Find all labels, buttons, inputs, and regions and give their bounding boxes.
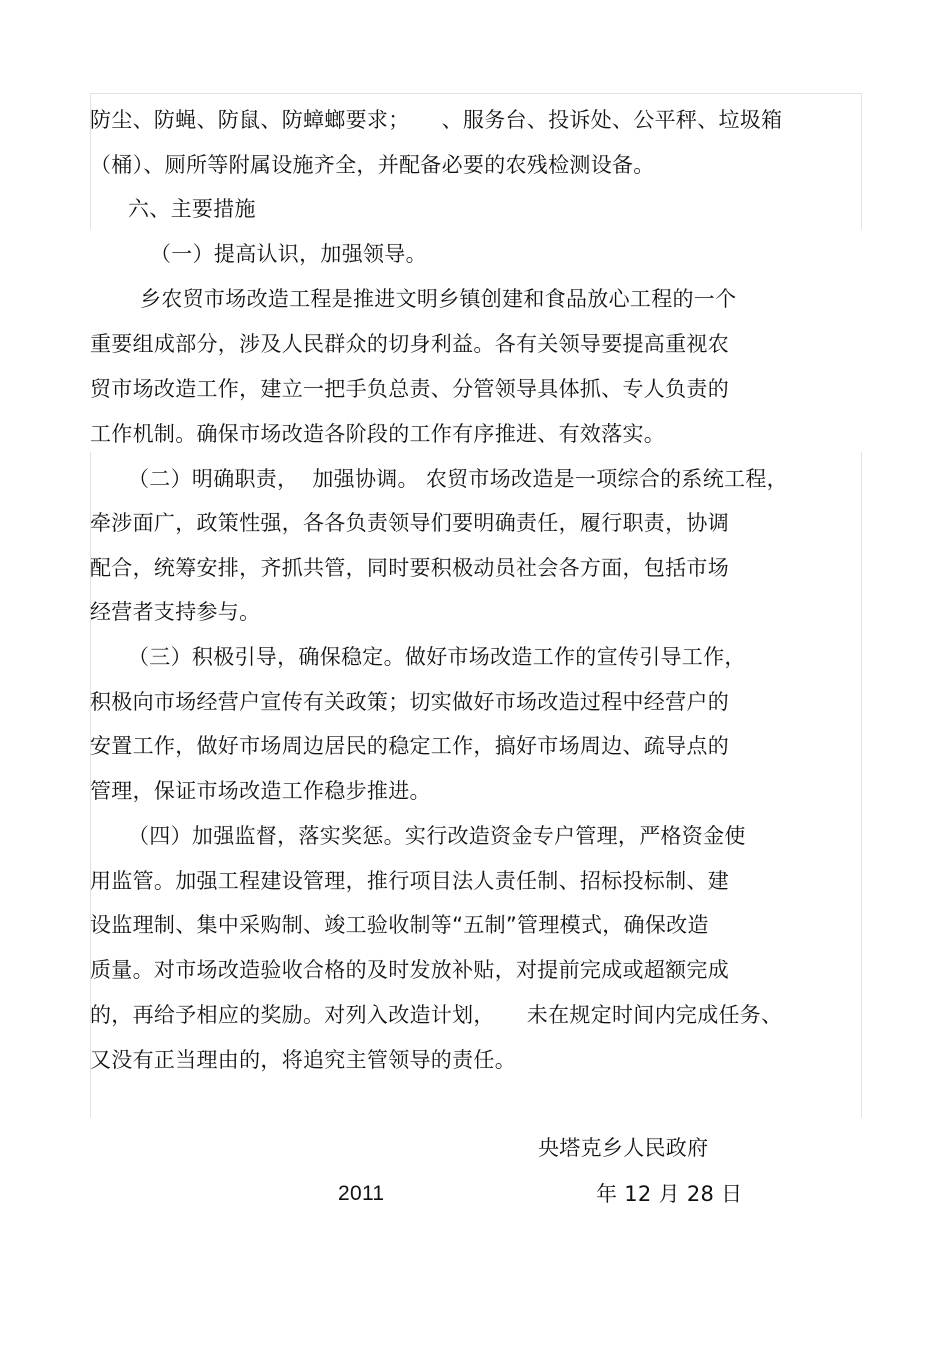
signature-date: 年 12 月 28 日 bbox=[596, 1182, 743, 1206]
text-line: 工作机制。确保市场改造各阶段的工作有序推进、有效落实。 bbox=[90, 422, 666, 446]
text-line: （二）明确职责， 加强协调。 农贸市场改造是一项综合的系统工程， bbox=[128, 467, 788, 491]
text-line: 又没有正当理由的，将追究主管领导的责任。 bbox=[90, 1048, 516, 1072]
text-line: 经营者支持参与。 bbox=[90, 600, 261, 624]
text-line: 管理，保证市场改造工作稳步推进。 bbox=[90, 779, 431, 803]
text-line: （四）加强监督，落实奖惩。实行改造资金专户管理，严格资金使 bbox=[128, 824, 746, 848]
text-line: 防尘、防蝇、防鼠、防蟑螂要求； 、服务台、投诉处、公平秤、垃圾箱 bbox=[90, 108, 783, 132]
text-line: 乡农贸市场改造工程是推进文明乡镇创建和食品放心工程的一个 bbox=[140, 287, 737, 311]
sub-heading: （一）提高认识，加强领导。 bbox=[150, 242, 427, 266]
text-line: 质量。对市场改造验收合格的及时发放补贴，对提前完成或超额完成 bbox=[90, 958, 729, 982]
text-line: 用监管。加强工程建设管理，推行项目法人责任制、招标投标制、建 bbox=[90, 869, 729, 893]
signature-year: 2011 bbox=[338, 1182, 385, 1205]
text-line: 贸市场改造工作，建立一把手负总责、分管领导具体抓、专人负责的 bbox=[90, 377, 729, 401]
text-line: 牵涉面广，政策性强，各各负责领导们要明确责任，履行职责，协调 bbox=[90, 511, 729, 535]
text-line: 积极向市场经营户宣传有关政策；切实做好市场改造过程中经营户的 bbox=[90, 690, 729, 714]
text-line: （桶）、厕所等附属设施齐全，并配备必要的农残检测设备。 bbox=[90, 153, 655, 177]
section-heading: 六、主要措施 bbox=[128, 197, 256, 221]
text-line: 设监理制、集中采购制、竣工验收制等“五制”管理模式，确保改造 bbox=[90, 913, 709, 937]
text-line: 的，再给予相应的奖励。对列入改造计划， 未在规定时间内完成任务、 bbox=[90, 1003, 783, 1027]
text-line: （三）积极引导，确保稳定。做好市场改造工作的宣传引导工作， bbox=[128, 645, 746, 669]
text-line: 配合，统筹安排，齐抓共管，同时要积极动员社会各方面，包括市场 bbox=[90, 556, 729, 580]
text-line: 重要组成部分，涉及人民群众的切身利益。各有关领导要提高重视农 bbox=[90, 332, 729, 356]
signature-org: 央塔克乡人民政府 bbox=[538, 1136, 709, 1160]
text-line: 安置工作，做好市场周边居民的稳定工作，搞好市场周边、疏导点的 bbox=[90, 734, 729, 758]
